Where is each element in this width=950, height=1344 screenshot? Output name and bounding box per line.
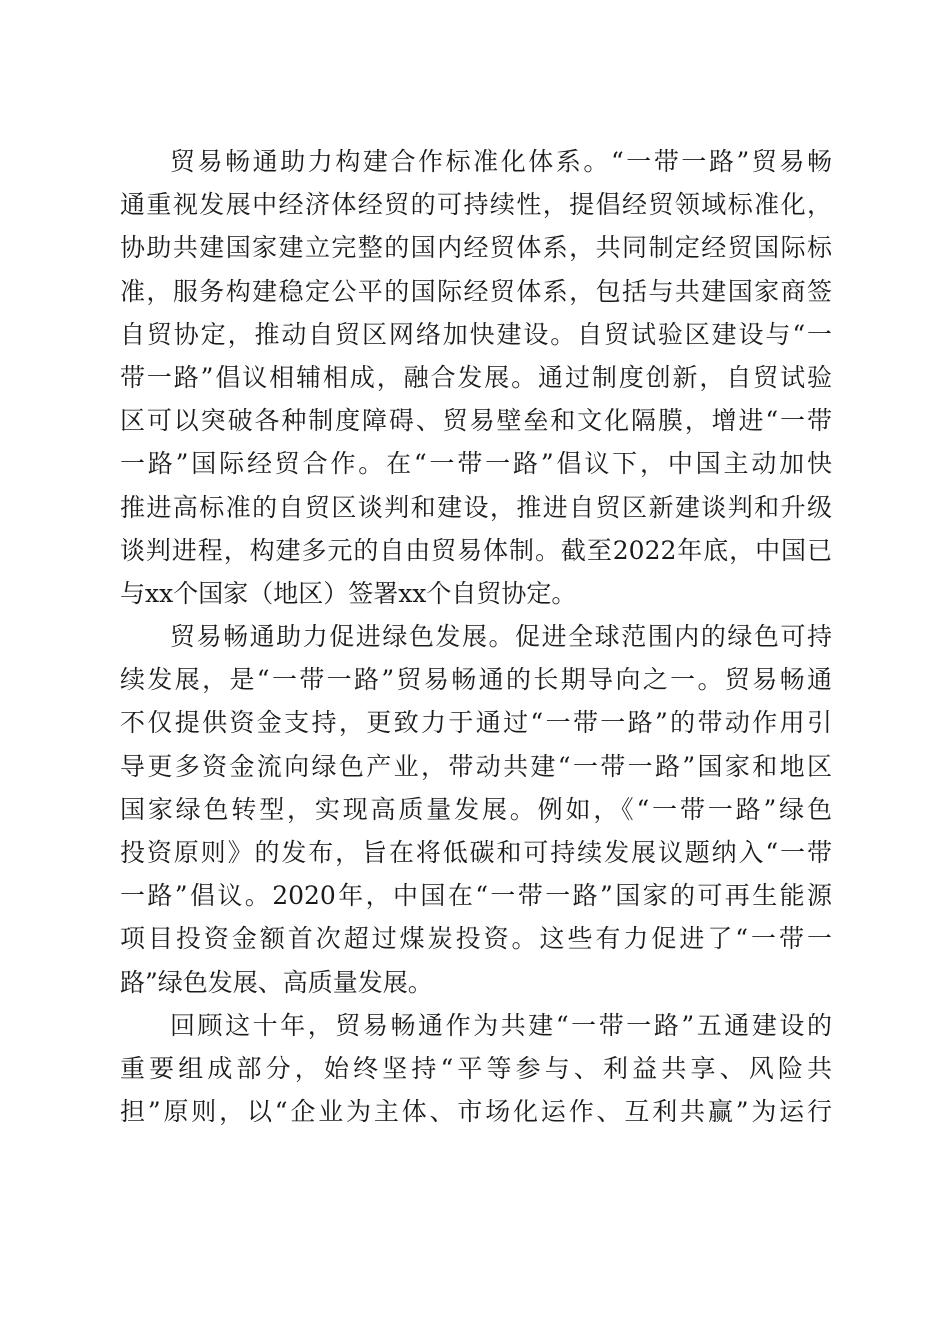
paragraph-line: 担”原则，以“企业为主体、市场化运作、互利共赢”为运行 — [120, 1097, 832, 1127]
paragraph-line: 协助共建国家建立完整的国内经贸体系，共同制定经贸国际标 — [120, 233, 832, 263]
paragraph-line: 贸易畅通助力促进绿色发展。促进全球范围内的绿色可持 — [170, 622, 832, 652]
paragraph-line: 路”绿色发展、高质量发展。 — [120, 967, 433, 997]
paragraph-1 — [120, 140, 832, 615]
paragraph-line: 自贸协定，推动自贸区网络加快建设。自贸试验区建设与“一 — [120, 319, 832, 349]
paragraph-line: 项目投资金额首次超过煤炭投资。这些有力促进了“一带一 — [120, 924, 832, 954]
paragraph-3 — [120, 1004, 832, 1134]
paragraph-line: 区可以突破各种制度障碍、贸易壁垒和文化隔膜，增进“一带 — [120, 406, 832, 436]
paragraph-line: 准，服务构建稳定公平的国际经贸体系，包括与共建国家商签 — [120, 276, 832, 306]
paragraph-line: 贸易畅通助力构建合作标准化体系。“一带一路”贸易畅 — [170, 147, 832, 176]
paragraph-line: 一路”国际经贸合作。在“一带一路”倡议下，中国主动加快 — [120, 449, 832, 479]
paragraph-line: 回顾这十年，贸易畅通作为共建“一带一路”五通建设的 — [170, 1010, 832, 1040]
paragraph-line: 与xx个国家（地区）签署xx个自贸协定。 — [120, 578, 577, 608]
paragraph-line: 谈判进程，构建多元的自由贸易体制。截至2022年底，中国已 — [120, 535, 832, 565]
paragraph-2 — [120, 615, 832, 1004]
paragraph-line: 国家绿色转型，实现高质量发展。例如，《“一带一路”绿色 — [120, 794, 832, 824]
paragraph-line: 续发展，是“一带一路”贸易畅通的长期导向之一。贸易畅通 — [120, 665, 832, 695]
paragraph-line: 重要组成部分，始终坚持“平等参与、利益共享、风险共 — [120, 1053, 832, 1083]
paragraph-line: 投资原则》的发布，旨在将低碳和可持续发展议题纳入“一带 — [120, 838, 832, 867]
paragraph-line: 导更多资金流向绿色产业，带动共建“一带一路”国家和地区 — [120, 751, 832, 781]
paragraph-line: 带一路”倡议相辅相成，融合发展。通过制度创新，自贸试验 — [120, 362, 832, 392]
paragraph-line: 推进高标准的自贸区谈判和建设，推进自贸区新建谈判和升级 — [120, 492, 832, 522]
paragraph-line: 一路”倡议。2020年，中国在“一带一路”国家的可再生能源 — [120, 881, 832, 911]
paragraph-line: 通重视发展中经济体经贸的可持续性，提倡经贸领域标准化， — [120, 190, 832, 220]
paragraph-line: 不仅提供资金支持，更致力于通过“一带一路”的带动作用引 — [120, 708, 832, 738]
document-body — [120, 140, 832, 1133]
